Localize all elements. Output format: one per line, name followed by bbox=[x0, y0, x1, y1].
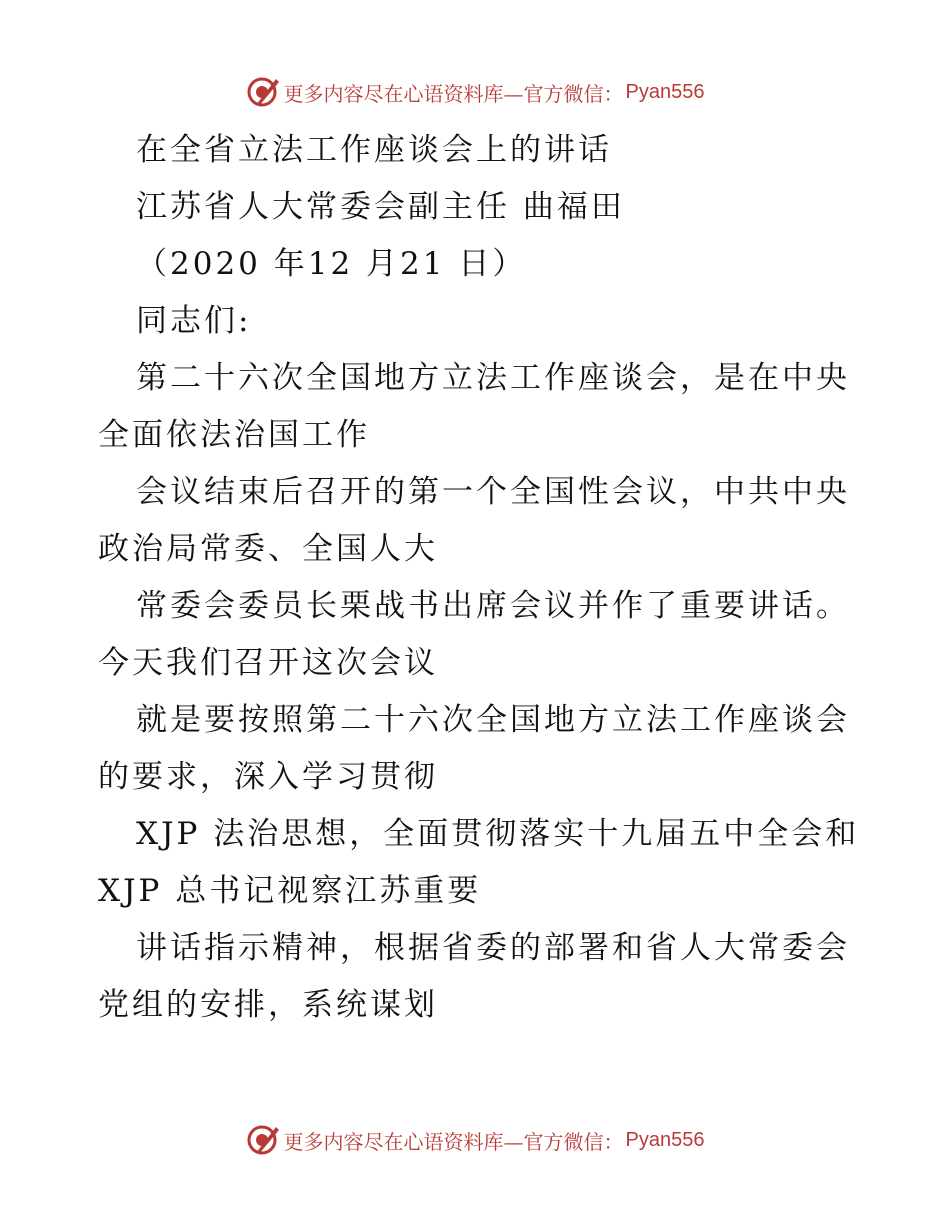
paragraph-4-first-line: 就是要按照第二十六次全国地方立法工作座谈会 bbox=[136, 702, 850, 738]
paragraph-1-first-line: 第二十六次全国地方立法工作座谈会，是在中央 bbox=[136, 360, 850, 396]
date-line: （2020 年12 月21 日） bbox=[136, 246, 527, 282]
document-title: 在全省立法工作座谈会上的讲话 bbox=[136, 132, 612, 168]
watermark-text: 更多内容尽在心语资料库—官方微信： bbox=[283, 81, 624, 106]
paragraph-6-first-line: 讲话指示精神，根据省委的部署和省人大常委会 bbox=[136, 930, 850, 966]
salutation: 同志们: bbox=[136, 303, 252, 339]
paragraph-1-cont-line: 全面依法治国工作 bbox=[98, 417, 370, 453]
paragraph-5-cont-line: XJP 总书记视察江苏重要 bbox=[98, 873, 482, 909]
pen-logo-icon bbox=[246, 1123, 280, 1157]
watermark-handle: Pyan556 bbox=[625, 1128, 705, 1151]
watermark-handle: Pyan556 bbox=[625, 80, 705, 103]
header-watermark bbox=[0, 72, 950, 112]
paragraph-5-first-line: XJP 法治思想，全面贯彻落实十九届五中全会和 bbox=[136, 816, 860, 852]
pen-logo-icon bbox=[246, 75, 280, 109]
speaker-line: 江苏省人大常委会副主任 曲福田 bbox=[136, 189, 625, 225]
watermark-text: 更多内容尽在心语资料库—官方微信： bbox=[283, 1129, 624, 1154]
footer-watermark bbox=[0, 1120, 950, 1160]
paragraph-2-cont-line: 政治局常委、全国人大 bbox=[98, 531, 438, 567]
paragraph-4-cont-line: 的要求，深入学习贯彻 bbox=[98, 759, 438, 795]
paragraph-3-first-line: 常委会委员长栗战书出席会议并作了重要讲话。 bbox=[136, 588, 850, 624]
document-body bbox=[98, 122, 858, 1034]
paragraph-3-cont-line: 今天我们召开这次会议 bbox=[98, 645, 438, 681]
paragraph-6-cont-line: 党组的安排，系统谋划 bbox=[98, 987, 438, 1023]
paragraph-2-first-line: 会议结束后召开的第一个全国性会议，中共中央 bbox=[136, 474, 850, 510]
